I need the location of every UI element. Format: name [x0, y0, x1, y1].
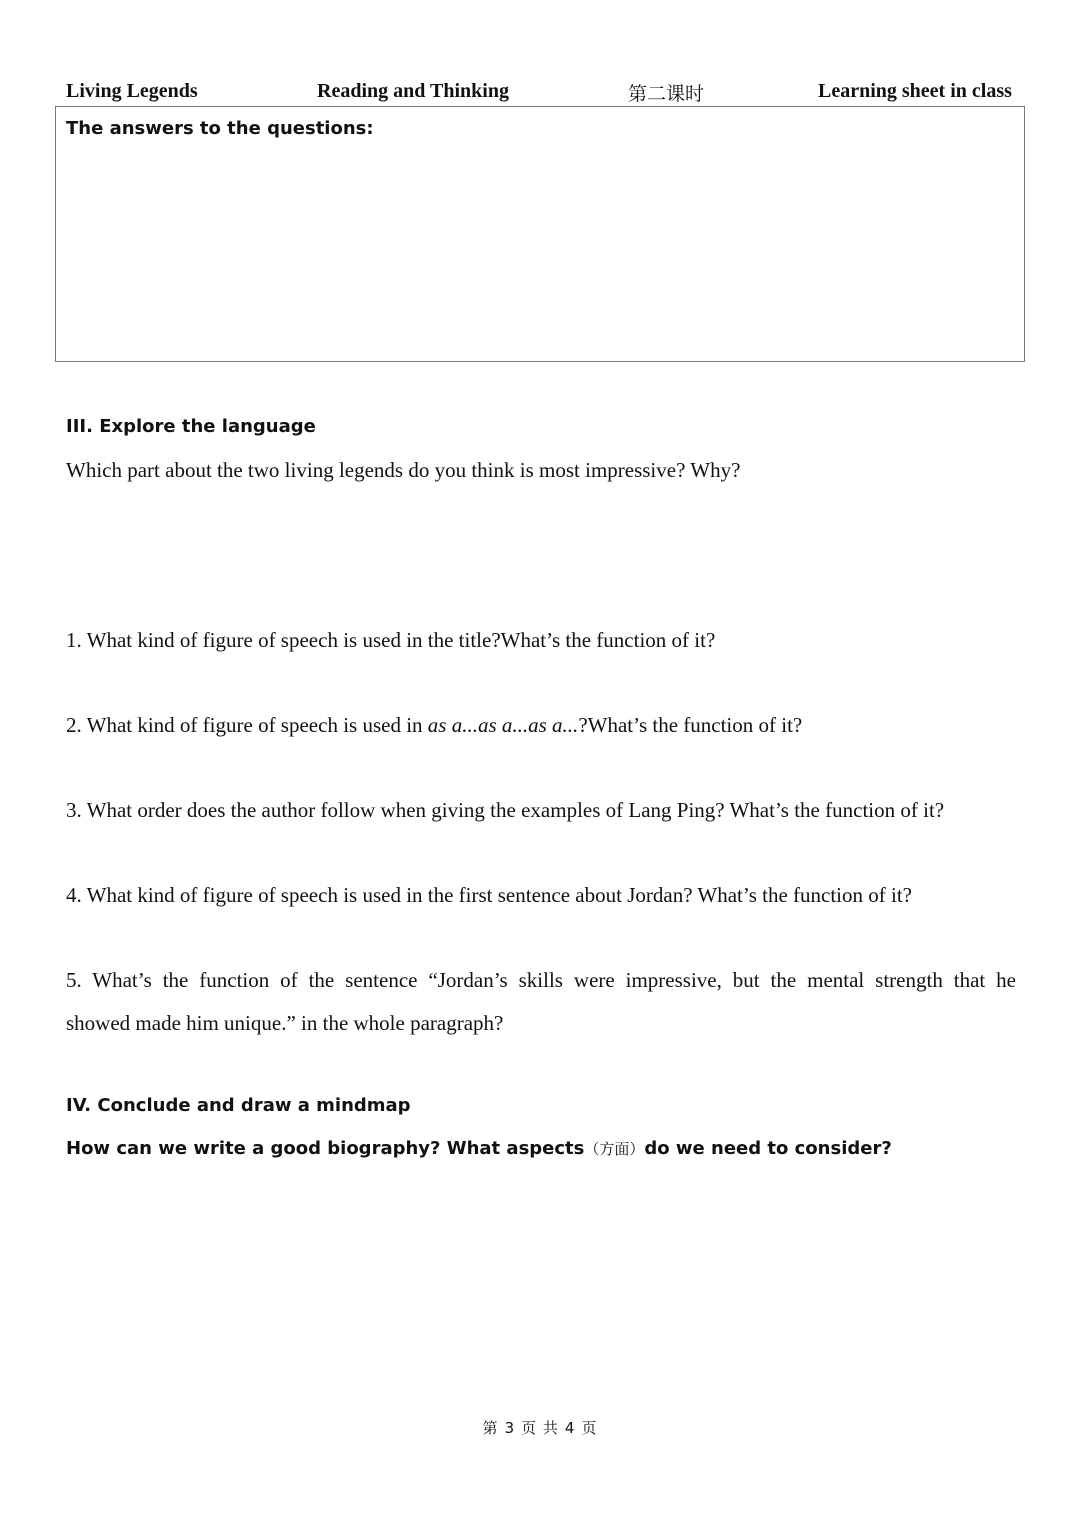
question-2-italic: as a...as a...as a... [427, 713, 579, 737]
page-footer [0, 1417, 1080, 1438]
footer-current-page: 3 [504, 1419, 516, 1437]
footer-total-pages: 4 [564, 1419, 576, 1437]
footer-mid: 页 共 [521, 1419, 559, 1437]
question-4: 4. What kind of figure of speech is used in the first sentence about Jordan? What’s the function of it? [66, 883, 912, 907]
header-lesson: 第二课时 [628, 83, 705, 105]
question-3: 3. What order does the author follow when giving the examples of Lang Ping? What’s the function of it? [66, 798, 945, 822]
answer-box-title: The answers to the questions: [66, 118, 374, 139]
section-4-question-after: do we need to consider? [644, 1138, 892, 1159]
footer-suffix: 页 [581, 1419, 598, 1437]
section-4-question-before: How can we write a good biography? What aspects [66, 1138, 585, 1159]
question-2-before: 2. What kind of figure of speech is used in [66, 713, 428, 737]
question-2 [66, 713, 802, 738]
section-4-heading: IV. Conclude and draw a mindmap [66, 1095, 411, 1116]
footer-prefix: 第 [482, 1419, 499, 1437]
question-5-line-2: showed made him unique.” in the whole paragraph? [66, 1011, 504, 1035]
header-unit: Living Legends [66, 80, 198, 102]
page-header [56, 78, 1024, 107]
question-5-line-1: 5. What’s the function of the sentence “Jordan’s skills were impressive, but the mental strength that he [66, 968, 1016, 992]
question-2-after: ?What’s the function of it? [578, 713, 803, 737]
header-section: Reading and Thinking [317, 80, 509, 102]
section-4-question [66, 1138, 892, 1159]
section-4-question-cn: （方面） [584, 1140, 645, 1158]
answer-box[interactable] [55, 106, 1025, 362]
header-sheet: Learning sheet in class [818, 80, 1012, 102]
section-3-heading: III. Explore the language [66, 416, 316, 437]
question-1: 1. What kind of figure of speech is used in the title?What’s the function of it? [66, 628, 716, 652]
section-3-prompt: Which part about the two living legends do you think is most impressive? Why? [66, 458, 741, 482]
